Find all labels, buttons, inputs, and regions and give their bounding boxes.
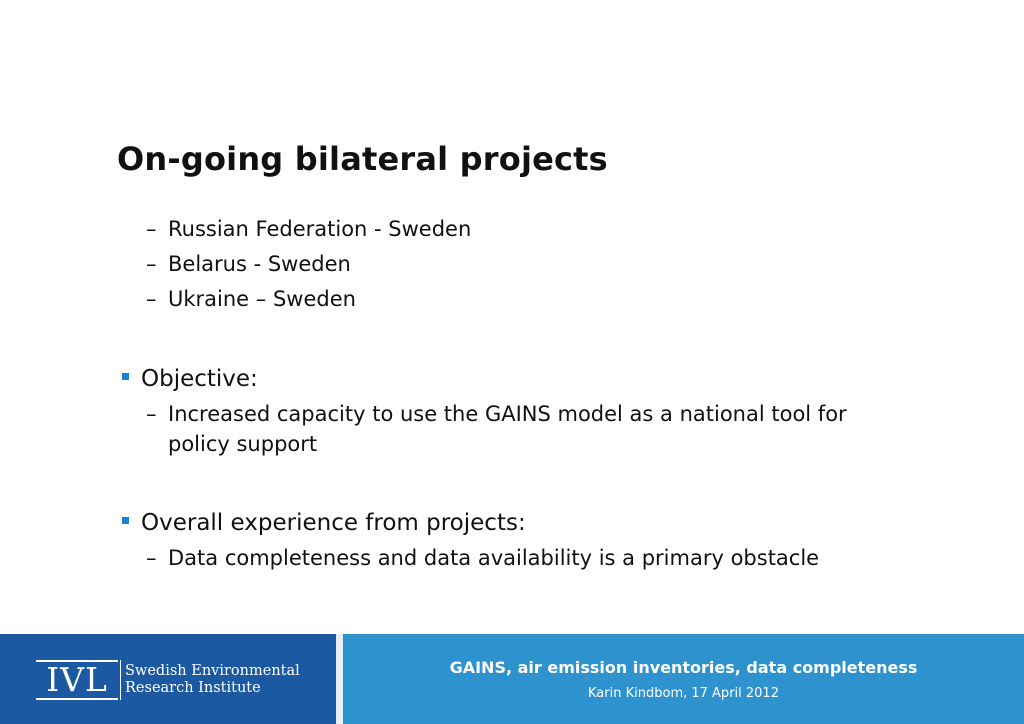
project-item xyxy=(146,284,888,314)
footer-bar xyxy=(0,634,1024,724)
project-label: Ukraine – Sweden xyxy=(168,287,356,311)
experience-detail xyxy=(146,543,828,573)
dash-marker: – xyxy=(146,252,157,276)
dash-marker: – xyxy=(146,546,157,570)
project-item xyxy=(146,214,888,244)
logo-name-line1: Swedish Environmental xyxy=(125,663,300,679)
experience-label: Overall experience from projects: xyxy=(141,510,526,536)
objective-label: Objective: xyxy=(141,366,258,392)
logo-name-line2: Research Institute xyxy=(125,680,261,696)
ivl-logo-mark: IVL xyxy=(36,660,118,700)
project-label: Belarus - Sweden xyxy=(168,252,351,276)
project-item xyxy=(146,249,888,279)
footer-info-panel xyxy=(343,634,1024,724)
dash-marker: – xyxy=(146,402,157,426)
experience-detail-text: Data completeness and data availability is a primary obstacle xyxy=(168,546,820,570)
presentation-title: GAINS, air emission inventories, data completeness xyxy=(449,658,918,677)
slide-title: On-going bilateral projects xyxy=(117,140,608,178)
footer-logo-panel xyxy=(0,634,336,724)
square-bullet-icon xyxy=(122,373,129,380)
logo-divider xyxy=(120,660,121,700)
objective-detail xyxy=(146,399,878,459)
dash-marker: – xyxy=(146,217,157,241)
footer-divider xyxy=(336,634,343,724)
square-bullet-icon xyxy=(122,517,129,524)
experience-bullet xyxy=(122,508,526,538)
logo-institute-name xyxy=(125,663,300,697)
project-label: Russian Federation - Sweden xyxy=(168,217,472,241)
presenter-date: Karin Kindbom, 17 April 2012 xyxy=(588,686,779,701)
dash-marker: – xyxy=(146,287,157,311)
objective-bullet xyxy=(122,364,258,394)
objective-detail-text: Increased capacity to use the GAINS model as a national tool for policy support xyxy=(168,402,847,456)
